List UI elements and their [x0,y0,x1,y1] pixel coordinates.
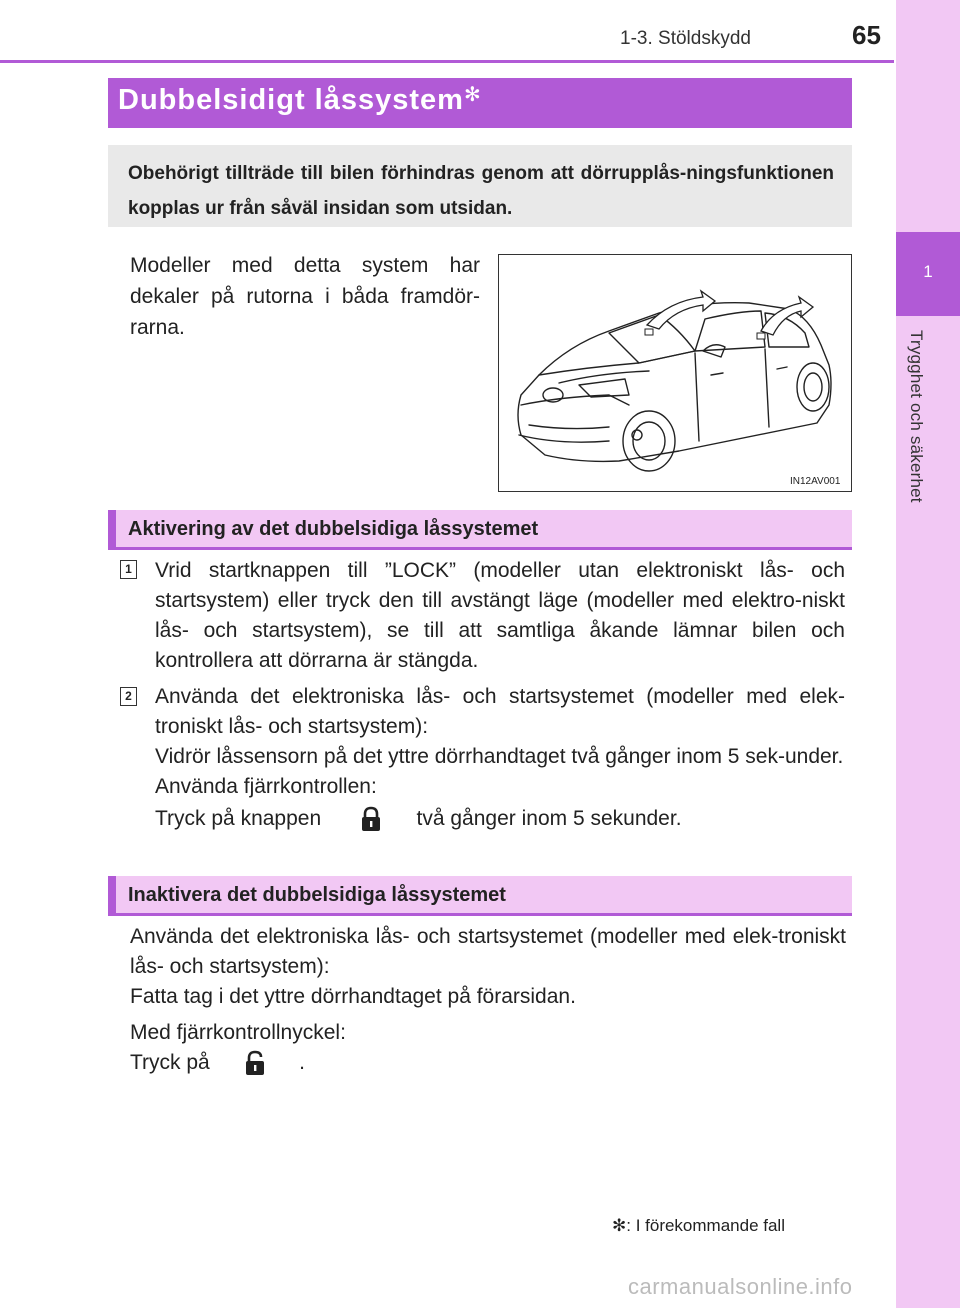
deactivate-paragraph-1: Använda det elektroniska lås- och startsystemet (modeller med elek-troniskt lås- och startsystem): [130,925,846,978]
step-1-text: Vrid startknappen till ”LOCK” (modeller utan elektroniskt lås- och startsystem) eller tryck den till avstängt läge (modeller med elektro-niskt lås- och startsystem), se till att samtliga åkande lämnar bilen och kontrollera att dörrarna är stängda. [155,559,845,672]
step-2-line-4-pre: Tryck på knappen [155,807,322,830]
subheading-activate-bar [108,510,116,550]
step-number-2: 2 [120,687,137,706]
step-2-line-4-post: två gånger inom 5 sekunder. [416,807,682,830]
deactivate-paragraph-4 [130,1048,846,1078]
deactivate-p4-post: . [299,1051,305,1074]
step-2-line-4 [155,804,845,834]
footnote [612,1216,785,1236]
section-title: 1-3. Stöldskydd [620,28,751,49]
subheading-activate: Aktivering av det dubbelsidiga låssystemet [128,518,539,540]
watermark: carmanualsonline.info [628,1274,853,1299]
chapter-label: Trygghet och säkerhet [907,330,926,503]
step-2-line-3: Använda fjärrkontrollen: [155,775,377,798]
page-heading-text: Dubbelsidigt låssystem [118,84,464,116]
footnote-mark-icon: ✻ [612,1216,627,1235]
page-number: 65 [852,20,881,50]
subheading-deactivate: Inaktivera det dubbelsidiga låssystemet [128,884,506,906]
car-illustration [498,254,852,492]
footnote-text: : I förekommande fall [626,1216,785,1235]
car-drawing-icon [499,255,851,491]
unlock-icon [243,1050,267,1076]
intro-text: Obehörigt tillträde till bilen förhindras genom att dörrupplås-ningsfunktionen kopplas ur från såväl insidan som utsidan. [128,163,834,219]
deactivate-paragraph-3: Med fjärrkontrollnyckel: [130,1021,346,1044]
step-2-line-1: Använda det elektroniska lås- och startsystemet (modeller med elek-troniskt lås- och startsystem): [155,685,845,738]
side-tab-background [896,0,960,1308]
header-rule [0,60,894,63]
step-number-1: 1 [120,560,137,579]
step-2-block [155,682,845,834]
lock-icon [359,806,383,832]
step-2-line-2: Vidrör låssensorn på det yttre dörrhandtaget två gånger inom 5 sek-under. [155,745,844,768]
chapter-number: 1 [923,262,933,281]
footnote-mark-icon: ✻ [463,84,482,106]
body-paragraph: Modeller med detta system har dekaler på rutorna i båda framdör-rarna. [130,254,480,339]
figure-code: IN12AV001 [790,476,841,487]
subheading-deactivate-bar [108,876,116,916]
deactivate-paragraph-2: Fatta tag i det yttre dörrhandtaget på förarsidan. [130,985,576,1008]
deactivate-p4-pre: Tryck på [130,1051,210,1074]
page-heading [118,84,482,117]
